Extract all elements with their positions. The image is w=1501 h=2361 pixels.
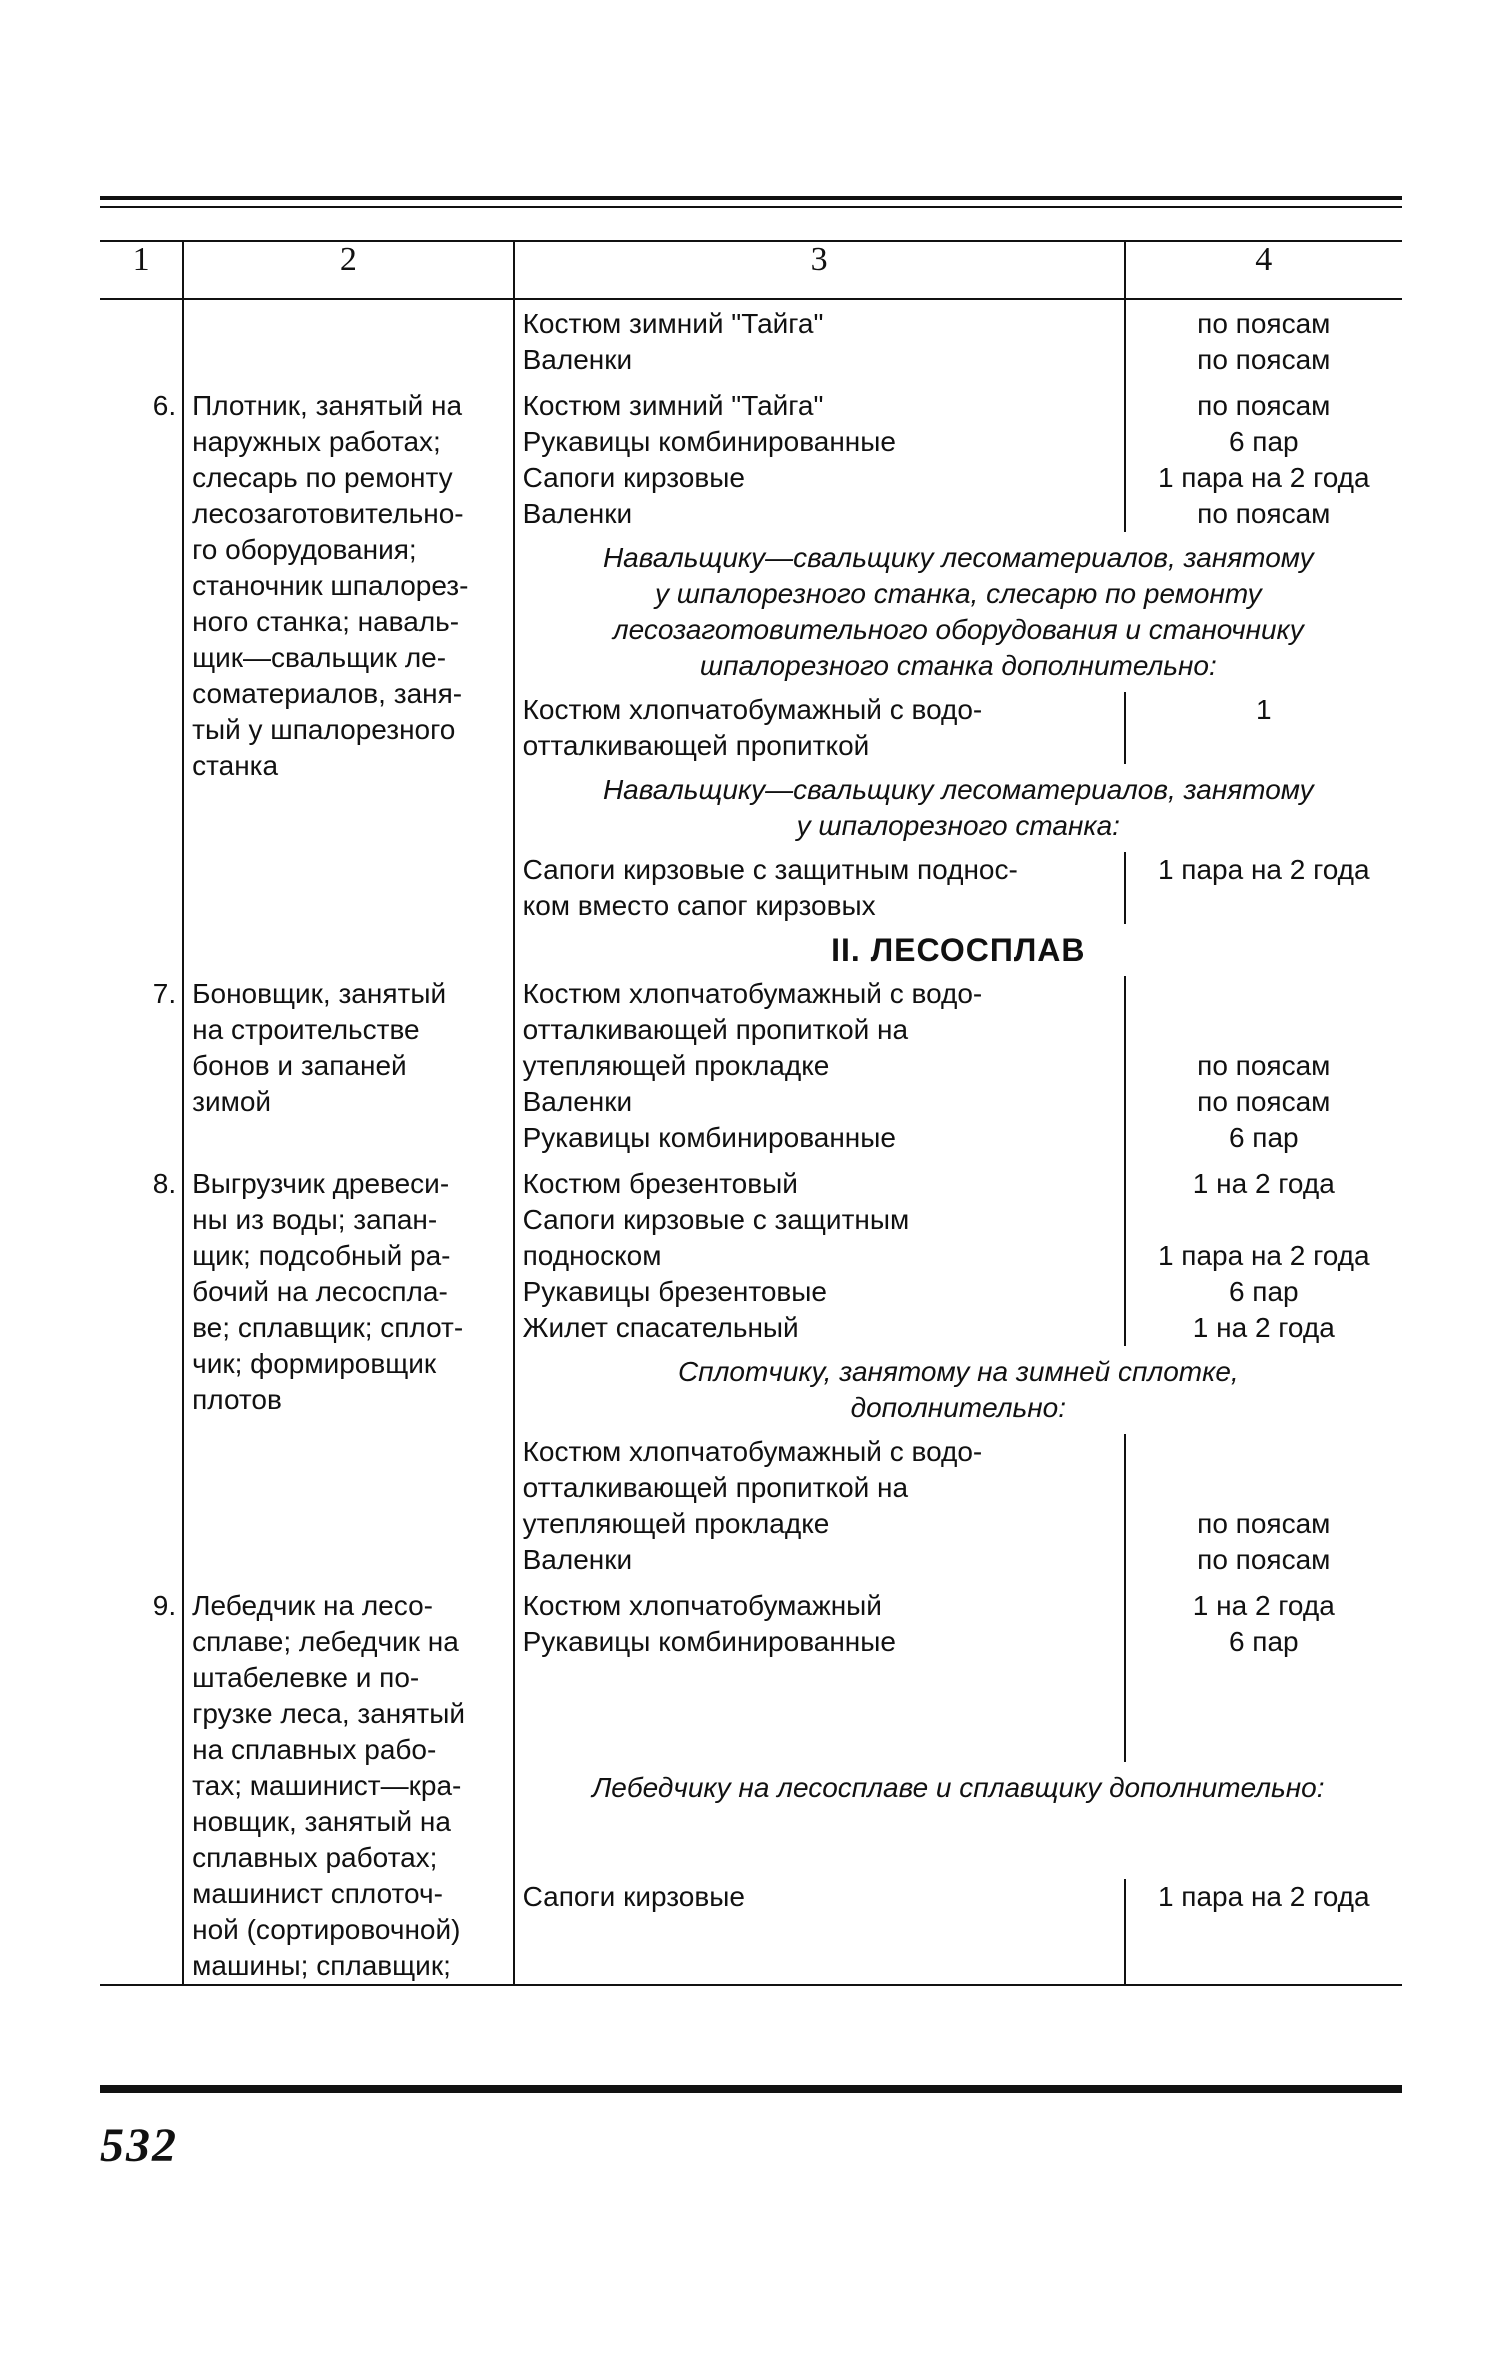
item-line: Сапоги кирзовые с защитным bbox=[522, 1204, 910, 1235]
table-row bbox=[100, 378, 1402, 532]
profession-line: бонов и запаней bbox=[192, 1050, 407, 1081]
profession-cell bbox=[183, 1578, 514, 1985]
profession-line: зимой bbox=[192, 1086, 272, 1117]
norm-line: по поясам bbox=[1197, 1050, 1331, 1081]
profession-line: сплаве; лебедчик на bbox=[192, 1626, 459, 1657]
norm-line: 1 пара на 2 года bbox=[1157, 462, 1370, 493]
item-line: Валенки bbox=[522, 1086, 633, 1117]
section-row bbox=[100, 924, 1402, 976]
profession-cell bbox=[183, 378, 514, 924]
col-number-4: 4 bbox=[1125, 241, 1402, 299]
norms-cell bbox=[1125, 299, 1402, 378]
norm-line bbox=[1126, 728, 1402, 764]
profession-cell bbox=[183, 299, 514, 378]
profession-cell bbox=[183, 976, 514, 1156]
table-row bbox=[100, 1156, 1402, 1346]
item-line: Сапоги кирзовые с защитным подноc- bbox=[522, 854, 1018, 885]
profession-line: новщик, занятый на bbox=[192, 1806, 451, 1837]
items-cell bbox=[514, 1434, 1125, 1578]
note-line: Лебедчику на лесосплаве и сплавщику дополнительно: bbox=[592, 1772, 1325, 1804]
profession-line: Плотник, занятый на bbox=[192, 390, 463, 421]
item-line: подноском bbox=[522, 1240, 662, 1271]
note-line: дополнительно: bbox=[850, 1392, 1067, 1423]
item-line: Костюм хлопчатобумажный bbox=[522, 1590, 882, 1621]
norm-line: 1 пара на 2 года bbox=[1157, 1881, 1370, 1913]
profession-line: машины; сплавщик; bbox=[192, 1950, 451, 1981]
profession-line: ны из воды; запан- bbox=[192, 1204, 438, 1235]
norm-line bbox=[1126, 1012, 1402, 1048]
norms-cell bbox=[1125, 1156, 1402, 1346]
item-line: отталкивающей пропиткой bbox=[522, 730, 870, 761]
norms-cell bbox=[1125, 852, 1402, 924]
supplementary-note bbox=[514, 764, 1402, 852]
item-line: Костюм брезентовый bbox=[522, 1168, 798, 1199]
col-number-3: 3 bbox=[514, 241, 1125, 299]
profession-line: Лебедчик на лесо- bbox=[192, 1590, 433, 1621]
profession-line: тах; машинист—кра- bbox=[192, 1770, 462, 1801]
profession-line: щик; подсобный ра- bbox=[192, 1240, 451, 1271]
norm-line: 1 bbox=[1255, 694, 1272, 725]
item-line: Сапоги кирзовые bbox=[522, 462, 745, 493]
row-number bbox=[100, 299, 183, 378]
supplementary-note bbox=[514, 1346, 1402, 1434]
profession-line: го оборудования; bbox=[192, 534, 417, 565]
table-bottom-border bbox=[100, 1985, 1402, 1986]
norm-line bbox=[1126, 888, 1402, 924]
item-line: ком вместо сапог кирзовых bbox=[522, 890, 876, 921]
item-line: Жилет спасательный bbox=[522, 1312, 799, 1343]
note-line: Навальщику—свальщику лесоматериалов, занятому bbox=[602, 542, 1314, 573]
items-cell bbox=[514, 976, 1125, 1156]
profession-cell bbox=[183, 1156, 514, 1578]
profession-line: станочник шпалорез- bbox=[192, 570, 469, 601]
item-line: Костюм зимний "Тайга" bbox=[522, 390, 824, 421]
page-number: 532 bbox=[100, 2119, 178, 2172]
items-cell bbox=[514, 299, 1125, 378]
top-rule-thick bbox=[100, 196, 1402, 200]
note-line: у шпалорезного станка, слесарю по ремонту bbox=[655, 578, 1262, 609]
item-line: Костюм хлопчатобумажный с водо- bbox=[522, 694, 983, 725]
norm-line: 6 пар bbox=[1228, 1626, 1299, 1657]
row-number: 7. bbox=[152, 978, 177, 1009]
profession-line: на строительстве bbox=[192, 1014, 420, 1045]
empty-cell bbox=[100, 924, 183, 976]
profession-line: штабелевке и по- bbox=[192, 1662, 420, 1693]
note-line: у шпалорезного станка: bbox=[796, 810, 1120, 841]
supplementary-note bbox=[514, 532, 1402, 692]
note-line: Сплотчику, занятому на зимней сплотке, bbox=[677, 1356, 1239, 1387]
items-cell bbox=[514, 1879, 1125, 1985]
profession-line: чик; формировщик bbox=[192, 1348, 437, 1379]
item-line: отталкивающей пропиткой на bbox=[522, 1472, 909, 1503]
items-cell bbox=[514, 378, 1125, 532]
profession-line: слесарь по ремонту bbox=[192, 462, 453, 493]
profession-line: Боновщик, занятый bbox=[192, 978, 447, 1009]
item-line: Рукавицы комбинированные bbox=[522, 1626, 896, 1657]
items-cell bbox=[514, 852, 1125, 924]
norm-line: 1 на 2 года bbox=[1192, 1168, 1335, 1199]
norm-line: по поясам bbox=[1197, 1544, 1331, 1575]
items-cell bbox=[514, 1578, 1125, 1762]
items-cell bbox=[514, 1156, 1125, 1346]
item-line: Валенки bbox=[522, 344, 633, 375]
norm-line: по поясам bbox=[1197, 308, 1331, 339]
norm-line: 6 пар bbox=[1228, 1122, 1299, 1153]
protective-clothing-table bbox=[100, 240, 1402, 1986]
norm-line bbox=[1126, 1434, 1402, 1470]
norm-line: по поясам bbox=[1197, 390, 1331, 421]
item-line: Валенки bbox=[522, 498, 633, 529]
norm-line: 6 пар bbox=[1228, 1276, 1299, 1307]
profession-line: Выгрузчик древеси- bbox=[192, 1168, 450, 1199]
note-line: лесозаготовительного оборудования и станочнику bbox=[612, 614, 1304, 645]
item-line: Рукавицы брезентовые bbox=[522, 1276, 827, 1307]
norm-line: по поясам bbox=[1197, 498, 1331, 529]
norm-line: 1 пара на 2 года bbox=[1157, 854, 1370, 885]
item-line: утепляющей прокладке bbox=[522, 1050, 830, 1081]
norms-cell bbox=[1125, 1879, 1402, 1985]
profession-line: грузке леса, занятый bbox=[192, 1698, 466, 1729]
supplementary-note bbox=[514, 1762, 1402, 1879]
bottom-rule-thick bbox=[100, 2085, 1402, 2093]
profession-line: щик—свальщик ле- bbox=[192, 642, 447, 673]
items-cell bbox=[514, 692, 1125, 764]
row-number: 8. bbox=[152, 1168, 177, 1199]
profession-line: на сплавных рабо- bbox=[192, 1734, 437, 1765]
profession-line: сплавных работах; bbox=[192, 1842, 438, 1873]
item-line: Костюм хлопчатобумажный с водо- bbox=[522, 1436, 983, 1467]
item-line: Сапоги кирзовые bbox=[522, 1881, 745, 1913]
norms-cell bbox=[1125, 1434, 1402, 1578]
norm-line: по поясам bbox=[1197, 1086, 1331, 1117]
note-line: Навальщику—свальщику лесоматериалов, занятому bbox=[602, 774, 1314, 805]
item-line: Костюм хлопчатобумажный с водо- bbox=[522, 978, 983, 1009]
norm-line bbox=[1126, 1470, 1402, 1506]
norm-line: 6 пар bbox=[1228, 426, 1299, 457]
item-line: Рукавицы комбинированные bbox=[522, 426, 896, 457]
item-line: Костюм зимний "Тайга" bbox=[522, 308, 824, 339]
profession-line: соматериалов, заня- bbox=[192, 678, 463, 709]
norm-line: 1 на 2 года bbox=[1192, 1590, 1335, 1621]
table-bottom-line bbox=[100, 1985, 1402, 1986]
table-row bbox=[100, 976, 1402, 1156]
column-number-header bbox=[100, 241, 1402, 299]
norm-line: по поясам bbox=[1197, 344, 1331, 375]
profession-line: ве; сплавщик; сплот- bbox=[192, 1312, 464, 1343]
section-title: II. ЛЕСОСПЛАВ bbox=[514, 924, 1402, 976]
table-row bbox=[100, 1578, 1402, 1762]
top-rule-thin bbox=[100, 206, 1402, 208]
profession-line: плотов bbox=[192, 1384, 282, 1415]
norms-cell bbox=[1125, 692, 1402, 764]
item-line: Валенки bbox=[522, 1544, 633, 1575]
norm-line: по поясам bbox=[1197, 1508, 1331, 1539]
profession-line: ного станка; наваль- bbox=[192, 606, 460, 637]
norm-line: 1 пара на 2 года bbox=[1157, 1240, 1370, 1271]
item-line: Рукавицы комбинированные bbox=[522, 1122, 896, 1153]
profession-line: ной (сортировочной) bbox=[192, 1914, 461, 1945]
profession-line: машинист сплоточ- bbox=[192, 1878, 443, 1909]
profession-line: лесозаготовительно- bbox=[192, 498, 464, 529]
norm-line bbox=[1126, 1202, 1402, 1238]
row-number: 9. bbox=[152, 1590, 177, 1621]
norms-cell bbox=[1125, 378, 1402, 532]
row-number: 6. bbox=[152, 390, 177, 421]
profession-line: бочий на лесоспла- bbox=[192, 1276, 448, 1307]
norms-cell bbox=[1125, 1578, 1402, 1762]
item-line: отталкивающей пропиткой на bbox=[522, 1014, 909, 1045]
profession-line: тый у шпалорезного bbox=[192, 714, 456, 745]
note-line: шпалорезного станка дополнительно: bbox=[699, 650, 1217, 681]
norm-line bbox=[1126, 976, 1402, 1012]
profession-line: наружных работах; bbox=[192, 426, 441, 457]
table-row bbox=[100, 299, 1402, 378]
norm-line: 1 на 2 года bbox=[1192, 1312, 1335, 1343]
col-number-1: 1 bbox=[100, 241, 183, 299]
profession-line: станка bbox=[192, 750, 279, 781]
empty-cell bbox=[183, 924, 514, 976]
item-line: утепляющей прокладке bbox=[522, 1508, 830, 1539]
col-number-2: 2 bbox=[183, 241, 514, 299]
norms-cell bbox=[1125, 976, 1402, 1156]
